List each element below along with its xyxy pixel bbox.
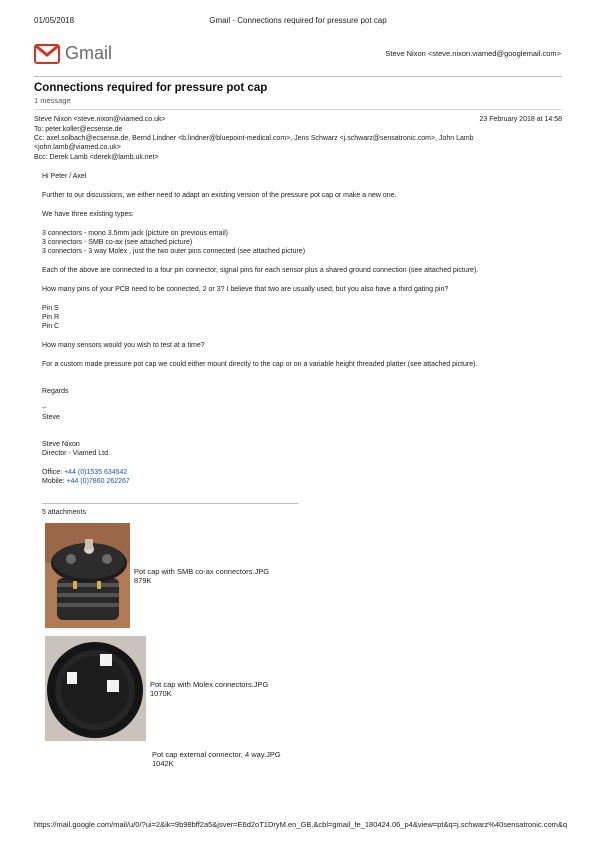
sender: Steve Nixon <steve.nixon@viamed.co.uk> xyxy=(34,116,166,123)
list-item: Pin C xyxy=(42,323,60,330)
message-date: 23 February 2018 at 14:58 xyxy=(479,116,562,123)
attachment-size: 1070K xyxy=(150,689,172,698)
signature-dash: -- xyxy=(42,405,47,412)
attachment-count: 5 attachments xyxy=(42,509,86,516)
account-email: Steve Nixon <steve.nixon.viamed@googlemail.com> xyxy=(385,49,561,58)
mobile-label: Mobile: xyxy=(42,478,65,485)
office-phone-link[interactable]: +44 (0)1535 634542 xyxy=(64,469,128,476)
attachment-name: Pot cap with Molex connectors.JPG xyxy=(150,680,269,689)
signature-full-name: Steve Nixon xyxy=(42,441,80,448)
recipients-cc xyxy=(34,134,554,152)
attachment-item[interactable] xyxy=(152,750,281,768)
signature-block xyxy=(42,440,562,458)
print-title: Gmail - Connections required for pressure pot cap xyxy=(209,16,387,25)
divider xyxy=(34,76,562,77)
body-paragraph: We have three existing types: xyxy=(42,211,134,218)
list-item: 3 connectors - 3 way Molex , just the two outer pins connected (see attached picture) xyxy=(42,248,306,255)
signature-short xyxy=(42,404,562,422)
attachment-thumbnail[interactable] xyxy=(45,523,130,628)
recipients-bcc: Bcc: Derek Lamb <derek@lamb.uk.net> xyxy=(34,154,159,161)
recipients-to: To: peter.koller@ecsense.de xyxy=(34,126,123,133)
message-body xyxy=(42,172,562,496)
attachment-thumbnail[interactable] xyxy=(45,636,146,741)
divider xyxy=(42,503,298,504)
attachment-item[interactable] xyxy=(150,680,268,698)
cc-line: Cc: axel.solbach@ecsense.de, Bernd Lindner <b.lindner@bluepoint-medical.com>, Jens Schwarz <j.schwarz@sensatronic.com>, John Lamb xyxy=(34,135,474,142)
types-list xyxy=(42,229,562,256)
attachment-size: 879K xyxy=(134,576,152,585)
mobile-phone-link[interactable]: +44 (0)7860 262267 xyxy=(66,478,130,485)
pins-list xyxy=(42,304,562,331)
message-count: 1 message xyxy=(34,96,71,105)
body-paragraph: Further to our discussions, we either need to adapt an existing version of the pressure pot cap or make a new one. xyxy=(42,192,397,199)
attachment-name: Pot cap with SMB co-ax connectors.JPG xyxy=(134,567,270,576)
signature-name: Steve xyxy=(42,414,60,421)
page-url: https://mail.google.com/mail/u/0/?ui=2&ik=9b98bff2a5&jsver=E6d2oT1DryM.en_GB.&cbl=gmail_fe_180424.06_p4&view=pt&q=j.schwarz%40sensatronic.com&q xyxy=(34,820,568,829)
body-paragraph: For a custom made pressure pot cap we could either mount directly to the cap or on a variable height threaded platter (see attached picture). xyxy=(42,361,478,368)
divider xyxy=(34,109,562,110)
signature-title: Director - Viamed Ltd. xyxy=(42,450,110,457)
attachment-item[interactable] xyxy=(134,567,269,585)
body-paragraph: How many pins of your PCB need to be connected, 2 or 3? I believe that two are usually used, but you also have a third gating pin? xyxy=(42,286,449,293)
body-paragraph: How many sensors would you wish to test at a time? xyxy=(42,342,205,349)
list-item: 3 connectors - SMB co-ax (see attached picture) xyxy=(42,239,193,246)
regards: Regards xyxy=(42,388,69,395)
print-date: 01/05/2018 xyxy=(34,16,75,25)
cc-line: <john.lamb@viamed.co.uk> xyxy=(34,144,121,151)
list-item: Pin S xyxy=(42,305,59,312)
attachment-name: Pot cap external connector, 4 way.JPG xyxy=(152,750,281,759)
attachment-size: 1042K xyxy=(152,759,174,768)
list-item: Pin R xyxy=(42,314,60,321)
gmail-logo-text: Gmail xyxy=(65,43,113,63)
greeting: Hi Peter / Axel xyxy=(42,173,87,180)
body-paragraph: Each of the above are connected to a four pin connector, signal pins for each sensor plus a shared ground connection (see attached picture). xyxy=(42,267,479,274)
gmail-envelope-icon xyxy=(34,44,60,64)
office-label: Office: xyxy=(42,469,63,476)
contact-block xyxy=(42,468,562,486)
thread-subject: Connections required for pressure pot cap xyxy=(34,82,268,94)
gmail-logo xyxy=(34,43,154,65)
list-item: 3 connectors - mono 3.5mm jack (picture on previous email) xyxy=(42,230,228,237)
